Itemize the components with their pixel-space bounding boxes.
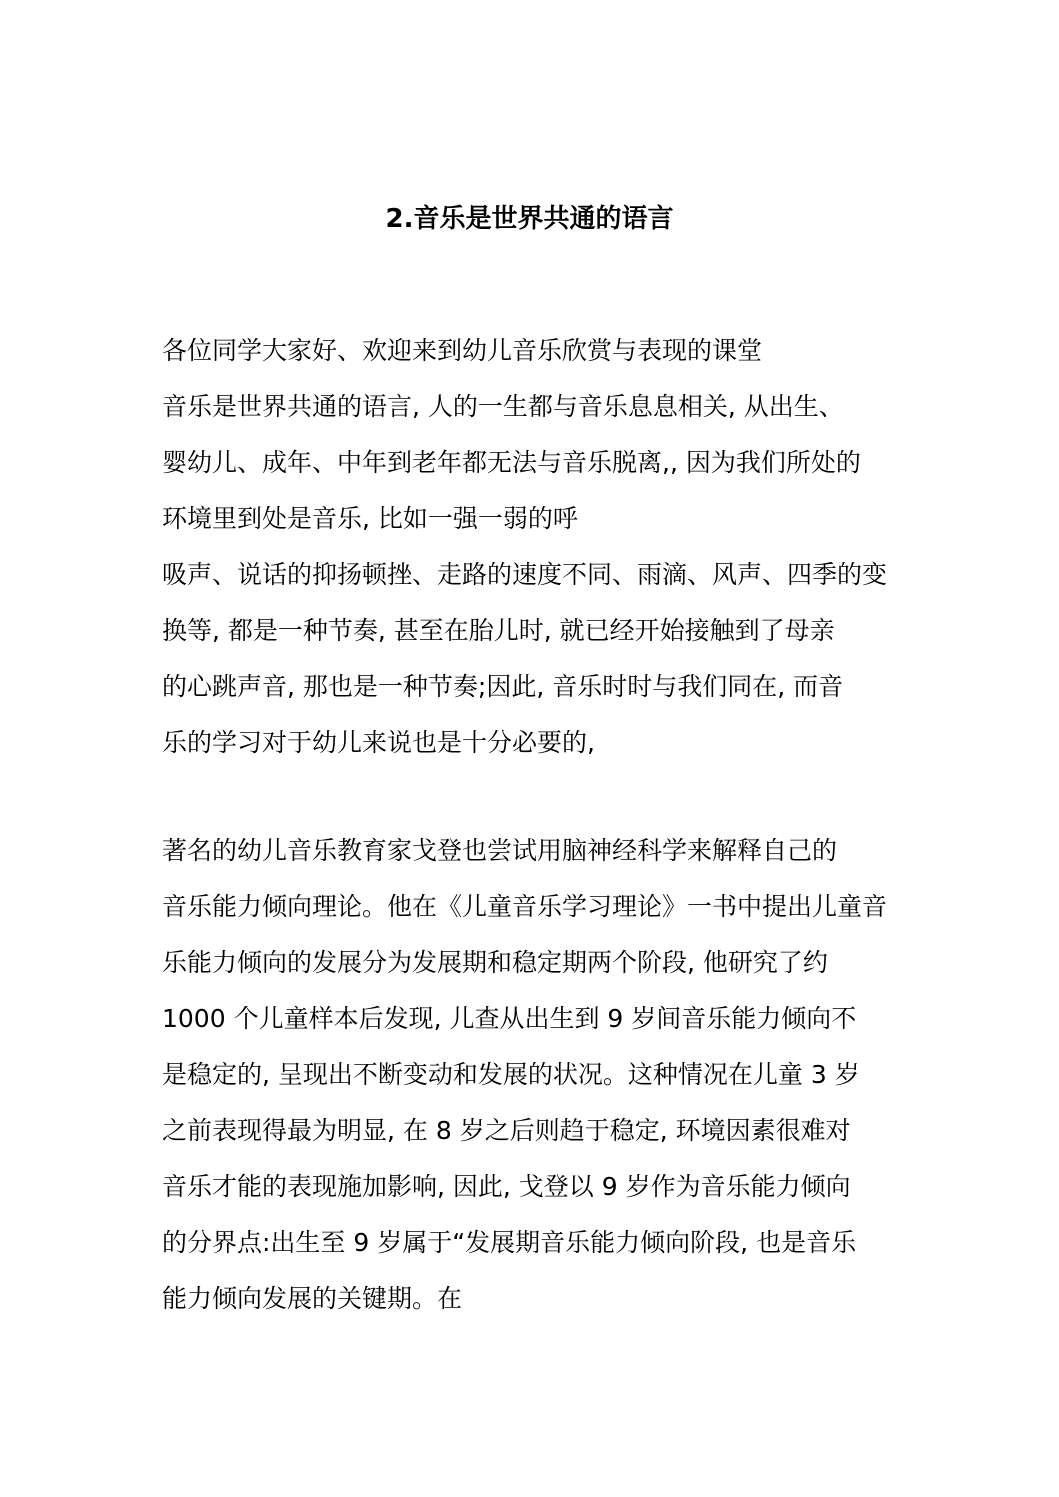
paragraph-line: 环境里到处是音乐, 比如一强一弱的呼 — [162, 504, 578, 533]
paragraph-line: 的心跳声音, 那也是一种节奏;因此, 音乐时时与我们同在, 而音 — [162, 672, 844, 701]
paragraph-line: 乐能力倾向的发展分为发展期和稳定期两个阶段, 他研究了约 — [162, 948, 828, 977]
paragraph-line: 的分界点:出生至 9 岁属于“发展期音乐能力倾向阶段, 也是音乐 — [162, 1228, 857, 1257]
paragraph-line: 婴幼儿、成年、中年到老年都无法与音乐脱离,, 因为我们所处的 — [162, 448, 861, 477]
paragraph-line: 吸声、说话的抑扬顿挫、走路的速度不同、雨滴、风声、四季的变 — [162, 560, 888, 589]
paragraph-line: 换等, 都是一种节奏, 甚至在胎儿时, 就已经开始接触到了母亲 — [162, 616, 835, 645]
paragraph-line: 音乐才能的表现施加影响, 因此, 戈登以 9 岁作为音乐能力倾向 — [162, 1172, 851, 1201]
paragraph-line: 乐的学习对于幼儿来说也是十分必要的, — [162, 728, 595, 757]
paragraph-line: 各位同学大家好、欢迎来到幼儿音乐欣赏与表现的课堂 — [162, 336, 763, 365]
paragraph-line: 是稳定的, 呈现出不断变动和发展的状况。这种情况在儿童 3 岁 — [162, 1060, 860, 1089]
paragraph-line: 1000 个儿童样本后发现, 儿查从出生到 9 岁间音乐能力倾向不 — [162, 1004, 857, 1033]
paragraph-line: 之前表现得最为明显, 在 8 岁之后则趋于稳定, 环境因素很难对 — [162, 1116, 851, 1145]
paragraph-line: 著名的幼儿音乐教育家戈登也尝试用脑神经科学来解释自己的 — [162, 836, 838, 865]
document-title: 2.音乐是世界共通的语言 — [385, 204, 674, 234]
paragraph-line: 音乐能力倾向理论。他在《儿童音乐学习理论》一书中提出儿童音 — [162, 892, 888, 921]
paragraph-line: 能力倾向发展的关键期。在 — [162, 1284, 463, 1313]
paragraph-line: 音乐是世界共通的语言, 人的一生都与音乐息息相关, 从出生、 — [162, 392, 844, 421]
